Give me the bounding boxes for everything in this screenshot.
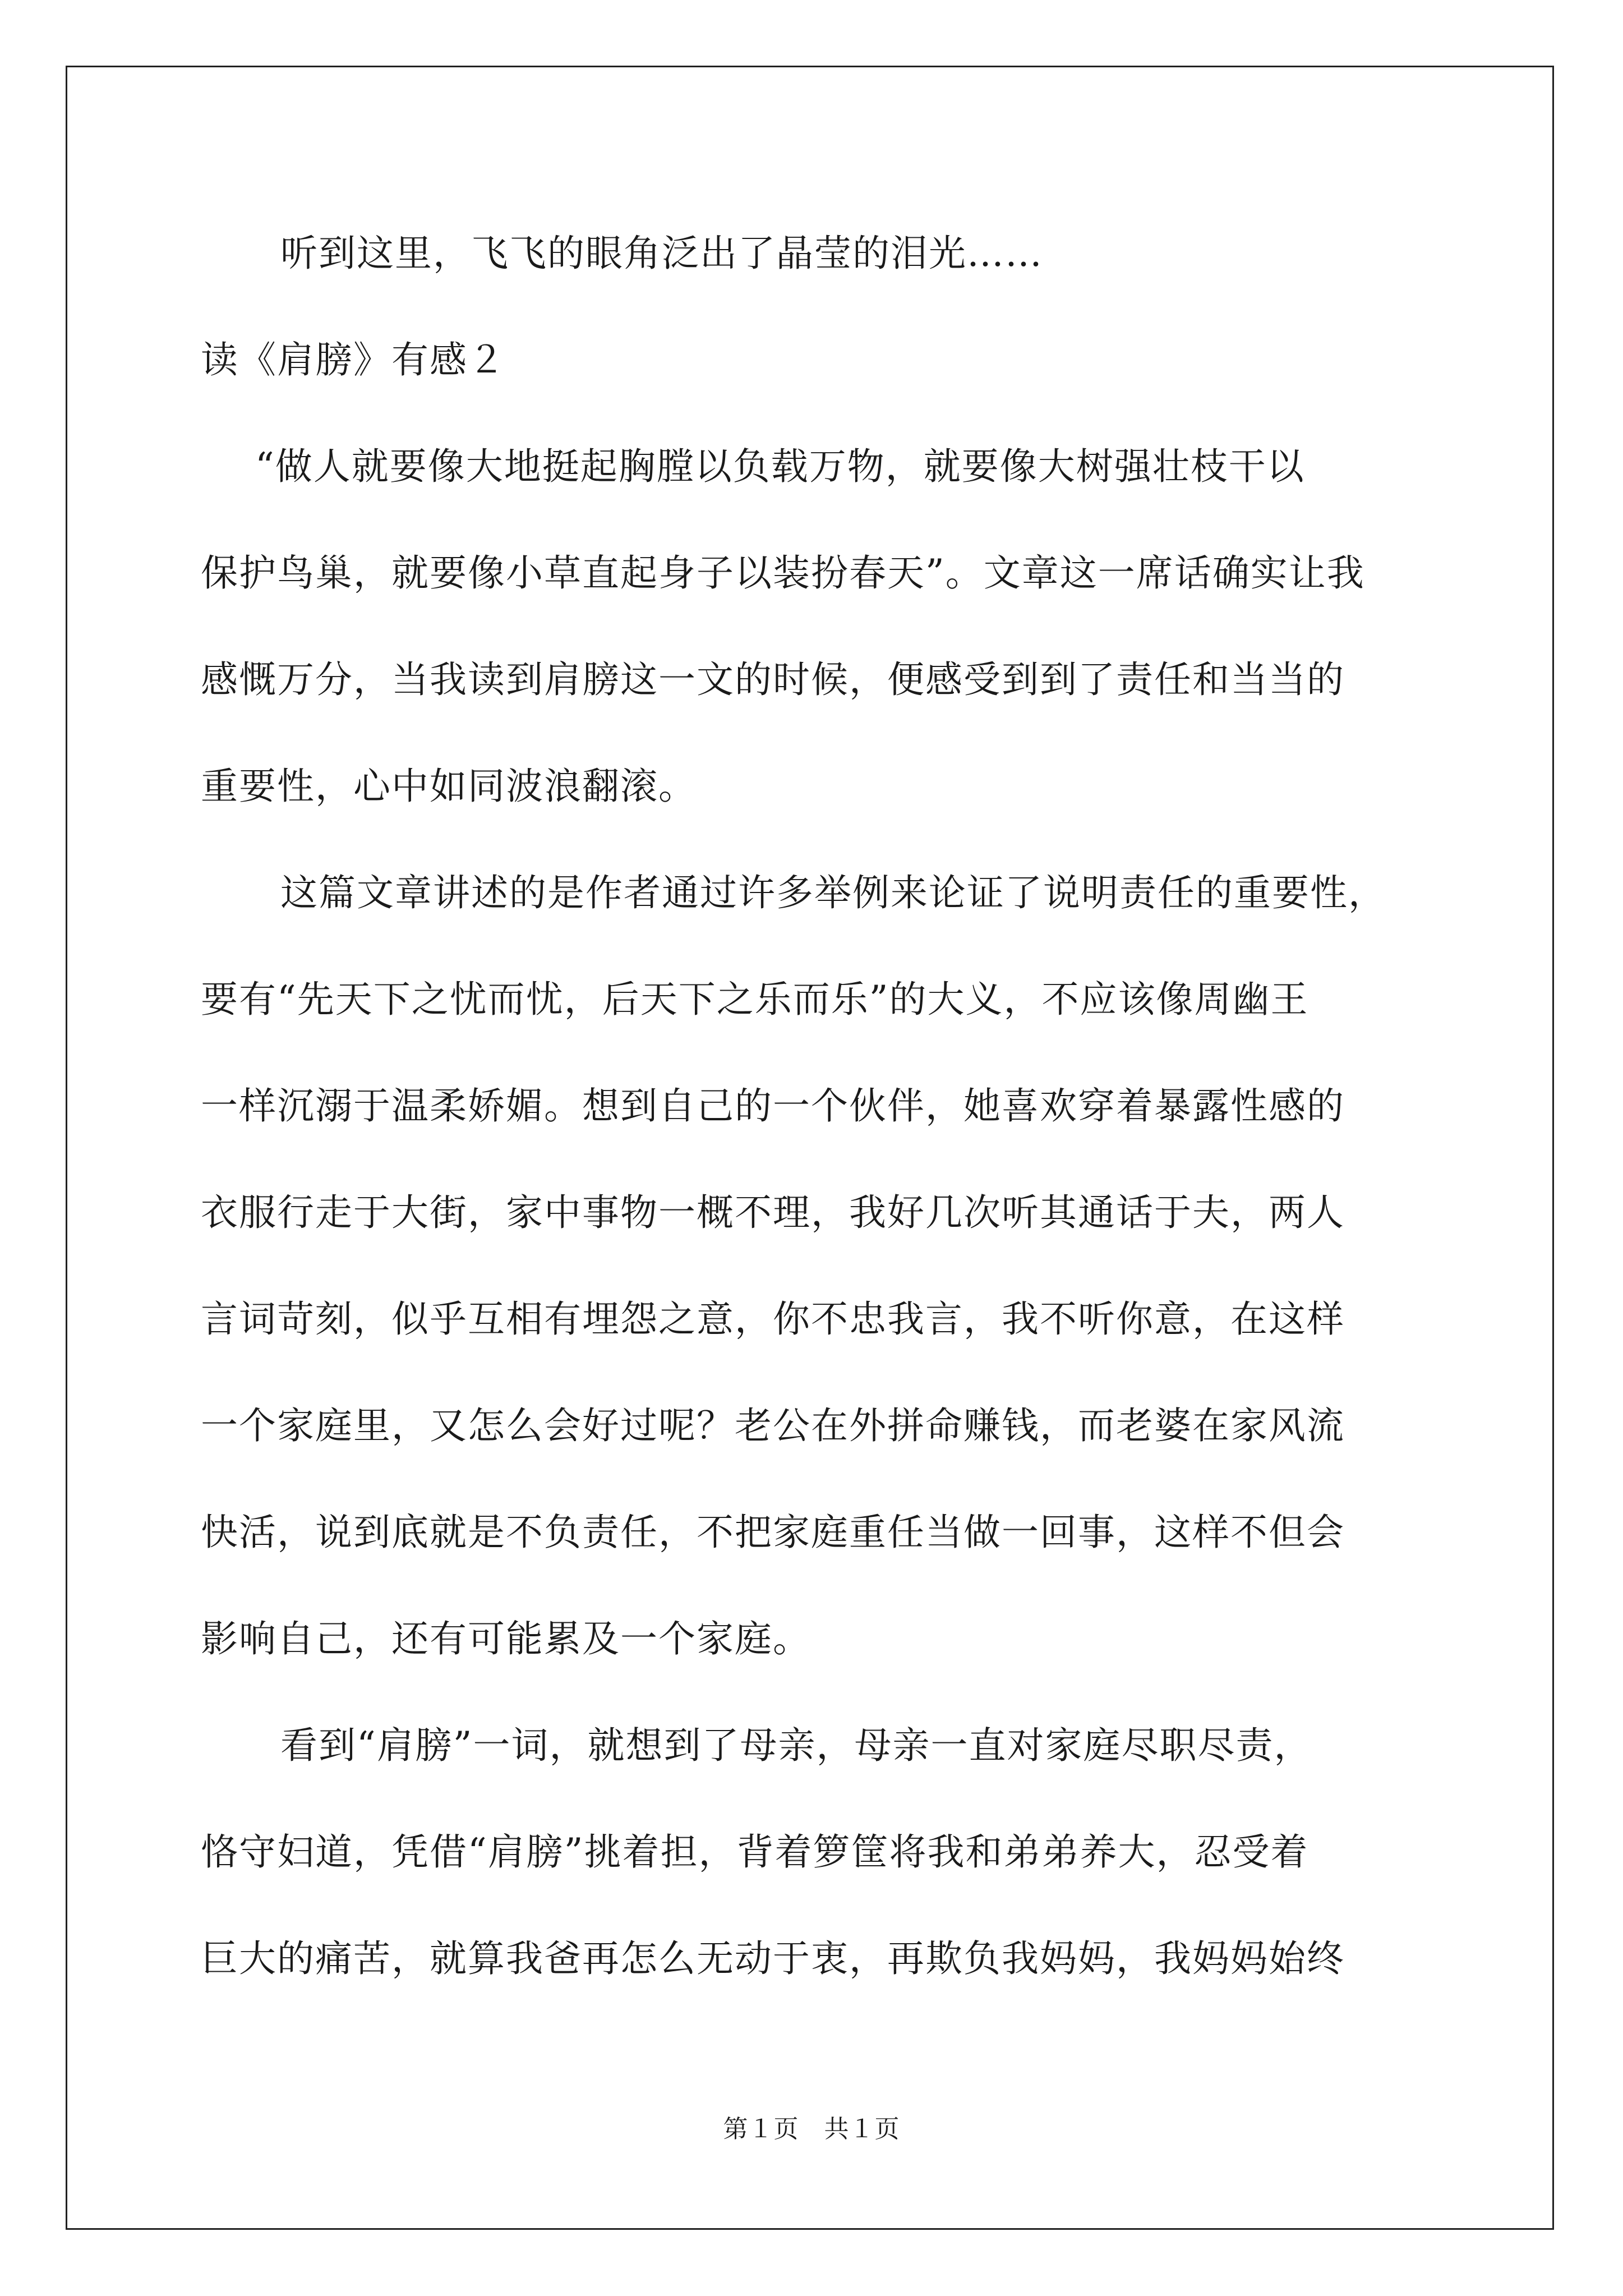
paragraph-line: 感慨万分，当我读到肩膀这一文的时候，便感受到到了责任和当当的: [201, 658, 1345, 701]
paragraph-line: 影响自己，还有可能累及一个家庭。: [201, 1617, 811, 1660]
paragraph-line: 衣服行走于大街，家中事物一概不理，我好几次听其通话于夫，两人: [201, 1191, 1345, 1234]
paragraph-line: 恪守妇道，凭借“肩膀”挑着担，背着箩筐将我和弟弟养大，忍受着: [201, 1830, 1309, 1874]
paragraph-line: 一样沉溺于温柔娇媚。想到自己的一个伙伴，她喜欢穿着暴露性感的: [201, 1084, 1345, 1128]
paragraph-line: 言词苛刻，似乎互相有埋怨之意，你不忠我言，我不听你意，在这样: [201, 1297, 1345, 1341]
paragraph-line: 保护鸟巢，就要像小草直起身子以装扮春天”。文章这一席话确实让我: [201, 551, 1365, 595]
paragraph-line: 看到“肩膀”一词，就想到了母亲，母亲一直对家庭尽职尽责，: [280, 1724, 1312, 1767]
paragraph-line: 重要性，心中如同波浪翻滚。: [201, 765, 697, 808]
paragraph-line: “做人就要像大地挺起胸膛以负载万物，就要像大树强壮枝干以: [255, 445, 1305, 488]
paragraph-line: 快活，说到底就是不负责任，不把家庭重任当做一回事，这样不但会: [201, 1511, 1345, 1554]
page-border: [66, 66, 1554, 2230]
paragraph-line: 这篇文章讲述的是作者通过许多举例来论证了说明责任的重要性，: [280, 871, 1386, 914]
paragraph-line: 听到这里，飞飞的眼角泛出了晶莹的泪光……: [280, 232, 1043, 275]
section-title: 读《肩膀》有感２: [201, 338, 506, 381]
paragraph-line: 一个家庭里，又怎么会好过呢？老公在外拼命赚钱，而老婆在家风流: [201, 1404, 1345, 1447]
page-footer: 第１页 共１页: [723, 2115, 900, 2143]
paragraph-line: 巨大的痛苦，就算我爸再怎么无动于衷，再欺负我妈妈，我妈妈始终: [201, 1937, 1345, 1980]
paragraph-line: 要有“先天下之忧而忧，后天下之乐而乐”的大义，不应该像周幽王: [201, 978, 1309, 1021]
